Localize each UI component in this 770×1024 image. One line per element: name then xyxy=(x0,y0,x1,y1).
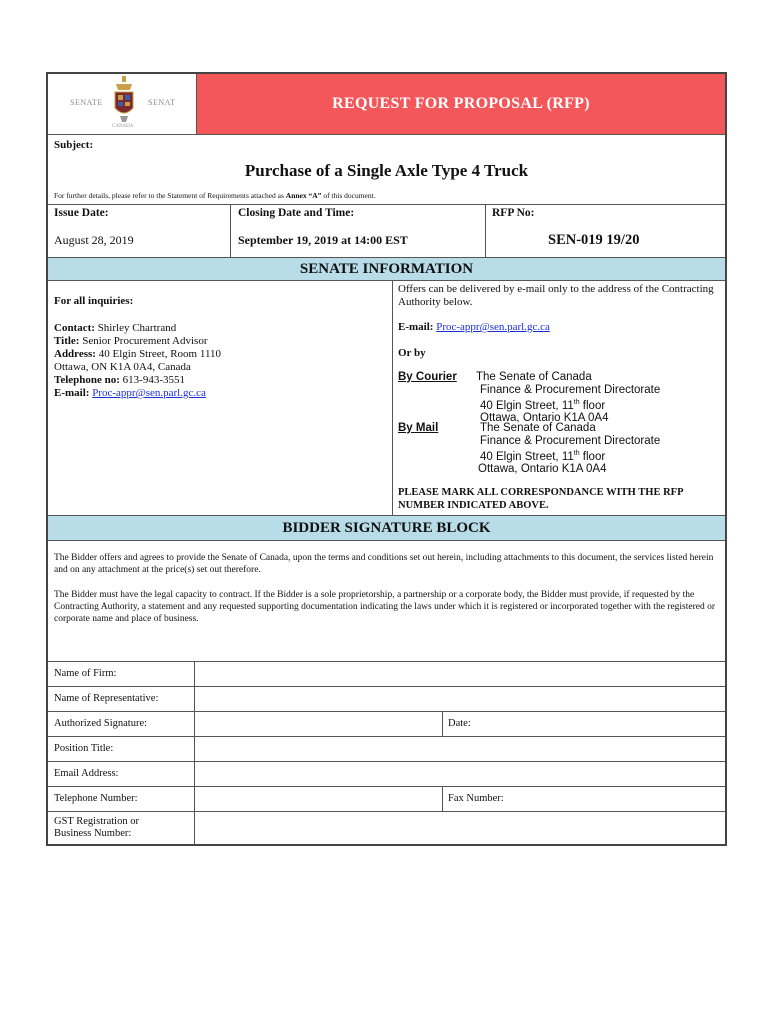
email-address-input[interactable] xyxy=(195,762,725,786)
rfp-form xyxy=(46,72,727,846)
telephone-label: Telephone Number: xyxy=(54,793,138,804)
title-value: Senior Procurement Advisor xyxy=(79,335,208,347)
courier-line-1: The Senate of Canada xyxy=(476,371,592,383)
issue-date-label: Issue Date: xyxy=(54,207,109,219)
annex-note xyxy=(54,191,376,200)
inquiries-block xyxy=(54,281,384,400)
courier-line-4: Ottawa, Ontario K1A 0A4 xyxy=(480,412,609,425)
bidder-signature-heading: BIDDER SIGNATURE BLOCK xyxy=(48,516,725,541)
mail-label: By Mail xyxy=(398,422,439,434)
courier-street: 40 Elgin Street, 11 xyxy=(480,399,574,412)
closing-date-label: Closing Date and Time: xyxy=(238,207,355,219)
bidder-paragraph-1: The Bidder offers and agrees to provide the Senate of Canada, upon the terms and conditions set out herein, including attachments to this document, the services listed herein and on any attachment at the price(s) set out therefore. xyxy=(54,553,714,575)
mail-line-1: The Senate of Canada xyxy=(480,422,596,434)
courier-address xyxy=(476,371,660,425)
firm-label: Name of Firm: xyxy=(54,668,117,679)
signature-label: Authorized Signature: xyxy=(54,718,148,729)
contact-line xyxy=(54,322,384,335)
gst-label-line-2: Business Number: xyxy=(54,828,132,839)
rfp-title: REQUEST FOR PROPOSAL (RFP) xyxy=(332,95,590,112)
mail-address xyxy=(480,422,660,476)
rfp-number-label: RFP No: xyxy=(492,207,535,219)
seal-bottom-text: CANADA xyxy=(112,124,134,129)
annex-note-suffix: of this document. xyxy=(321,191,376,200)
mail-line-4: Ottawa, Ontario K1A 0A4 xyxy=(478,463,607,476)
phone-label: Telephone no: xyxy=(54,374,120,386)
seal-right-text: SENAT xyxy=(148,98,176,107)
address-label: Address: xyxy=(54,348,96,360)
inquiries-label: For all inquiries: xyxy=(54,295,134,307)
rfp-title-banner xyxy=(197,74,725,134)
representative-label: Name of Representative: xyxy=(54,693,159,704)
mail-superscript: th xyxy=(573,449,580,457)
courier-line-3 xyxy=(476,397,660,413)
fax-input[interactable] xyxy=(518,787,725,811)
gst-label xyxy=(54,816,139,840)
right-email-line xyxy=(398,321,720,334)
subject-block xyxy=(48,135,725,205)
email-label: E-mail: xyxy=(54,387,90,399)
gst-label-line-1: GST Registration or xyxy=(54,816,139,827)
email-row xyxy=(48,761,725,786)
email-address-label: Email Address: xyxy=(54,768,119,779)
issue-date-value: August 28, 2019 xyxy=(54,233,134,247)
title-line xyxy=(54,335,384,348)
closing-date-value: September 19, 2019 at 14:00 EST xyxy=(238,233,408,247)
annex-note-prefix: For further details, please refer to the Statement of Requirements attached as xyxy=(54,191,286,200)
representative-input[interactable] xyxy=(195,687,725,711)
courier-line-2: Finance & Procurement Directorate xyxy=(480,383,661,396)
field-divider xyxy=(442,787,443,811)
header-row xyxy=(48,74,725,135)
field-divider xyxy=(442,712,443,736)
address-line-2: Ottawa, ON K1A 0A4, Canada xyxy=(54,361,191,373)
subject-label: Subject: xyxy=(54,139,94,151)
mail-line-3 xyxy=(480,448,660,464)
correspondence-notice: PLEASE MARK ALL CORRESPONDANCE WITH THE RFP NUMBER INDICATED ABOVE. xyxy=(398,487,683,511)
position-input[interactable] xyxy=(195,737,725,761)
email-line xyxy=(54,387,384,400)
subject-title: Purchase of a Single Axle Type 4 Truck xyxy=(244,161,529,180)
mail-line-2: Finance & Procurement Directorate xyxy=(480,434,661,447)
mail-floor: floor xyxy=(579,450,606,463)
signature-row xyxy=(48,711,725,736)
firm-row xyxy=(48,661,725,686)
courier-floor: floor xyxy=(579,399,606,412)
title-label: Title: xyxy=(54,335,80,347)
delivery-block xyxy=(398,281,720,360)
address-line xyxy=(54,348,384,361)
senate-information-heading: SENATE INFORMATION xyxy=(48,258,725,281)
contact-value: Shirley Chartrand xyxy=(94,322,177,334)
signature-input[interactable] xyxy=(195,712,442,736)
rfp-number-value: SEN-019 19/20 xyxy=(548,232,640,248)
dates-divider-1 xyxy=(230,205,231,257)
date-input[interactable] xyxy=(478,712,725,736)
senate-info-body xyxy=(48,281,725,516)
representative-row xyxy=(48,686,725,711)
firm-input[interactable] xyxy=(195,662,725,686)
bidder-terms xyxy=(48,541,725,661)
phone-line xyxy=(54,374,384,387)
position-row xyxy=(48,736,725,761)
senate-crest-icon xyxy=(110,76,138,124)
dates-divider-2 xyxy=(485,205,486,257)
mail-street: 40 Elgin Street, 11 xyxy=(480,450,574,463)
contact-email-link[interactable]: Proc-appr@sen.parl.gc.ca xyxy=(92,387,206,399)
or-by-text: Or by xyxy=(398,347,426,359)
senate-seal xyxy=(48,74,197,134)
courier-label: By Courier xyxy=(398,371,457,383)
senate-info-divider xyxy=(392,281,393,515)
gst-row xyxy=(48,811,725,844)
telephone-input[interactable] xyxy=(195,787,442,811)
delivery-email-link[interactable]: Proc-appr@sen.parl.gc.ca xyxy=(436,321,550,333)
courier-superscript: th xyxy=(573,398,580,406)
dates-row xyxy=(48,205,725,258)
phone-value: 613-943-3551 xyxy=(119,374,185,386)
fax-label: Fax Number: xyxy=(448,793,504,804)
offers-text: Offers can be delivered by e-mail only to the address of the Contracting Authority below. xyxy=(398,283,714,308)
annex-note-annex: Annex “A” xyxy=(285,191,322,200)
right-email-label: E-mail: xyxy=(398,321,434,333)
seal-left-text: SENATE xyxy=(70,98,103,107)
bidder-paragraph-2: The Bidder must have the legal capacity to contract. If the Bidder is a sole proprietorship, a partnership or a corporate body, the Bidder must provide, if requested by the Contracting Authority, a statement and any requested supporting documentation indicating the laws under which it is registered or incorporated together with the registered or corporate name and place of business. xyxy=(54,590,716,624)
gst-input[interactable] xyxy=(195,812,725,844)
position-label: Position Title: xyxy=(54,743,114,754)
address-value: 40 Elgin Street, Room 1110 xyxy=(95,348,222,360)
telephone-row xyxy=(48,786,725,811)
date-label: Date: xyxy=(448,718,471,729)
contact-label: Contact: xyxy=(54,322,95,334)
